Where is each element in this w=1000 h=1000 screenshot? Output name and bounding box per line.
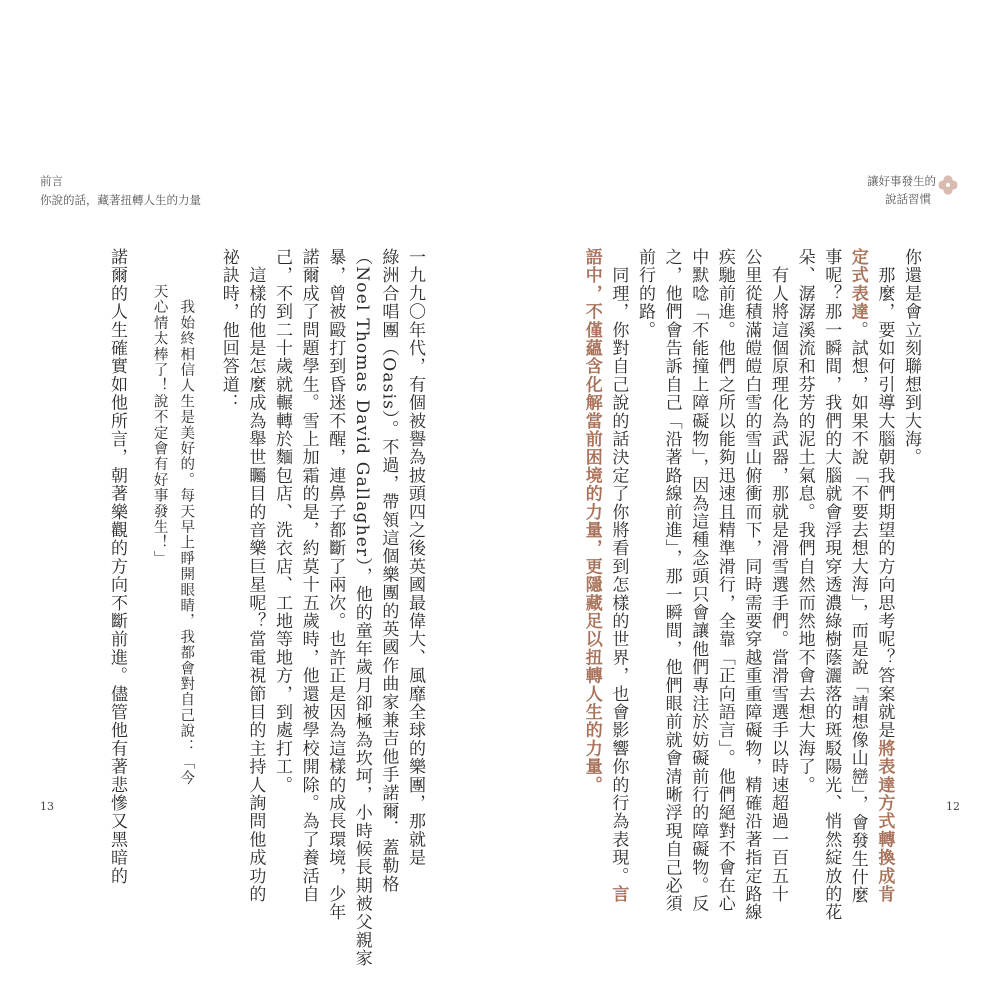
- highlighted-text: 言: [608, 885, 629, 904]
- text-column: [765, 248, 791, 904]
- text-column: （Noel Thomas David Gallagher），他的童年歲月卻極為坎坷，小時候長期被父親家: [351, 248, 372, 968]
- text-column: 己，不到二十歲就輾轉於麵包店、洗衣店、工地等地方，到處打工。: [272, 248, 292, 794]
- body-text: 公里從積滿皚皚白雪的雪山俯衝而下，同時需要穿越重重障礙物，精確沿著指定路線: [741, 248, 762, 922]
- quote-column: 天心情太棒了！說不定會有好事發生！」: [151, 268, 168, 567]
- text-column: [871, 248, 897, 904]
- text-column: [605, 248, 631, 904]
- text-column: [632, 248, 658, 778]
- highlighted-text: 定式表達: [847, 248, 868, 321]
- text-column: 這樣的他是怎麼成為舉世矚目的音樂巨星呢？當電視節目的主持人詢問他成功的: [245, 248, 266, 904]
- text-column: [579, 248, 605, 794]
- body-text: 。試想，如果不說「不要去想大海」，而是說「請想像山巒」，會發生什麼: [847, 320, 868, 905]
- text-column: [712, 248, 738, 913]
- body-text: 疾馳前進。他們之所以能夠迅速且精準滑行，全靠「正向語言」。他們絕對不會在心: [714, 248, 735, 913]
- text-column: [845, 248, 871, 905]
- text-column: 暴，曾被毆打到昏迷不醒，連鼻子都斷了兩次。也許正是因為這樣的成長環境，少年: [325, 248, 346, 922]
- left-running-header: [40, 172, 201, 210]
- book-title-line1: 讓好事發生的: [867, 174, 936, 188]
- text-column: [898, 248, 924, 778]
- text-column: 祕訣時，他回答道：: [218, 248, 239, 412]
- body-text: 那麼，要如何引導大腦朝我們期望的方向思考呢？答案就是: [874, 248, 895, 740]
- text-column: [685, 248, 711, 913]
- book-title-line2: 說話習慣: [885, 192, 931, 206]
- chapter-label: 前言: [40, 174, 63, 188]
- text-column: 諾爾成了問題學生。雪上加霜的是，約莫十五歲時，他還被學校開除。為了養活自: [298, 248, 319, 904]
- right-running-header: [867, 172, 955, 212]
- body-text: 事呢？那一瞬間，我們的大腦就會浮現穿透濃綠樹蔭灑落的斑駁陽光、悄然綻放的花: [821, 248, 842, 922]
- chapter-title: 你說的話，藏著扭轉人生的力量: [40, 193, 201, 207]
- quote-column: 我始終相信人生是美好的。每天早上睜開眼睛，我都會對自己說：「今: [178, 268, 195, 787]
- body-text: 同理，你對自己說的話決定了你將看到怎樣的世界，也會影響你的行為表現。: [608, 248, 629, 885]
- text-column: 諾爾的人生確實如他所言，朝著樂觀的方向不斷前進。儘管他有著悲慘又黑暗的: [107, 248, 127, 885]
- body-text: 有人將這個原理化為武器，那就是滑雪選手們。當滑雪選手以時速超過一百五十: [768, 248, 788, 904]
- page-number-left: 13: [40, 800, 54, 813]
- page-number-right: 12: [946, 800, 960, 813]
- body-text: 你還是會立刻聯想到大海。: [901, 248, 921, 467]
- four-leaf-clover-icon: [937, 174, 959, 196]
- text-column: [792, 248, 818, 794]
- highlighted-text: 語中，不僅蘊含化解當前困境的力量，更隱藏足以扭轉人生的力量。: [581, 248, 602, 794]
- body-text: 之，他們會告訴自己「沿著路線前進」，那一瞬間，他們眼前就會清晰浮現自己必須: [661, 248, 682, 913]
- text-column: 綠洲合唱團（Oasis）。不過，帶領這個樂團的英國作曲家兼吉他手諾爾．蓋勒格: [378, 248, 399, 894]
- body-text: 前行的路。: [635, 248, 655, 339]
- text-column: [659, 248, 685, 913]
- highlighted-text: 將表達方式轉換成肯: [874, 739, 895, 904]
- body-text: 中默唸「不能撞上障礙物」，因為這種念頭只會讓他們專注於妨礙前行的障礙物。反: [688, 248, 709, 913]
- text-column: 一九九〇年代，有個被譽為披頭四之後英國最偉大、風靡全球的樂團，那就是: [405, 248, 425, 867]
- body-text: 朵、潺潺溪流和芬芳的泥土氣息。我們自然而然地不會去想大海了。: [794, 248, 815, 794]
- text-column: [738, 248, 764, 922]
- text-column: [818, 248, 844, 922]
